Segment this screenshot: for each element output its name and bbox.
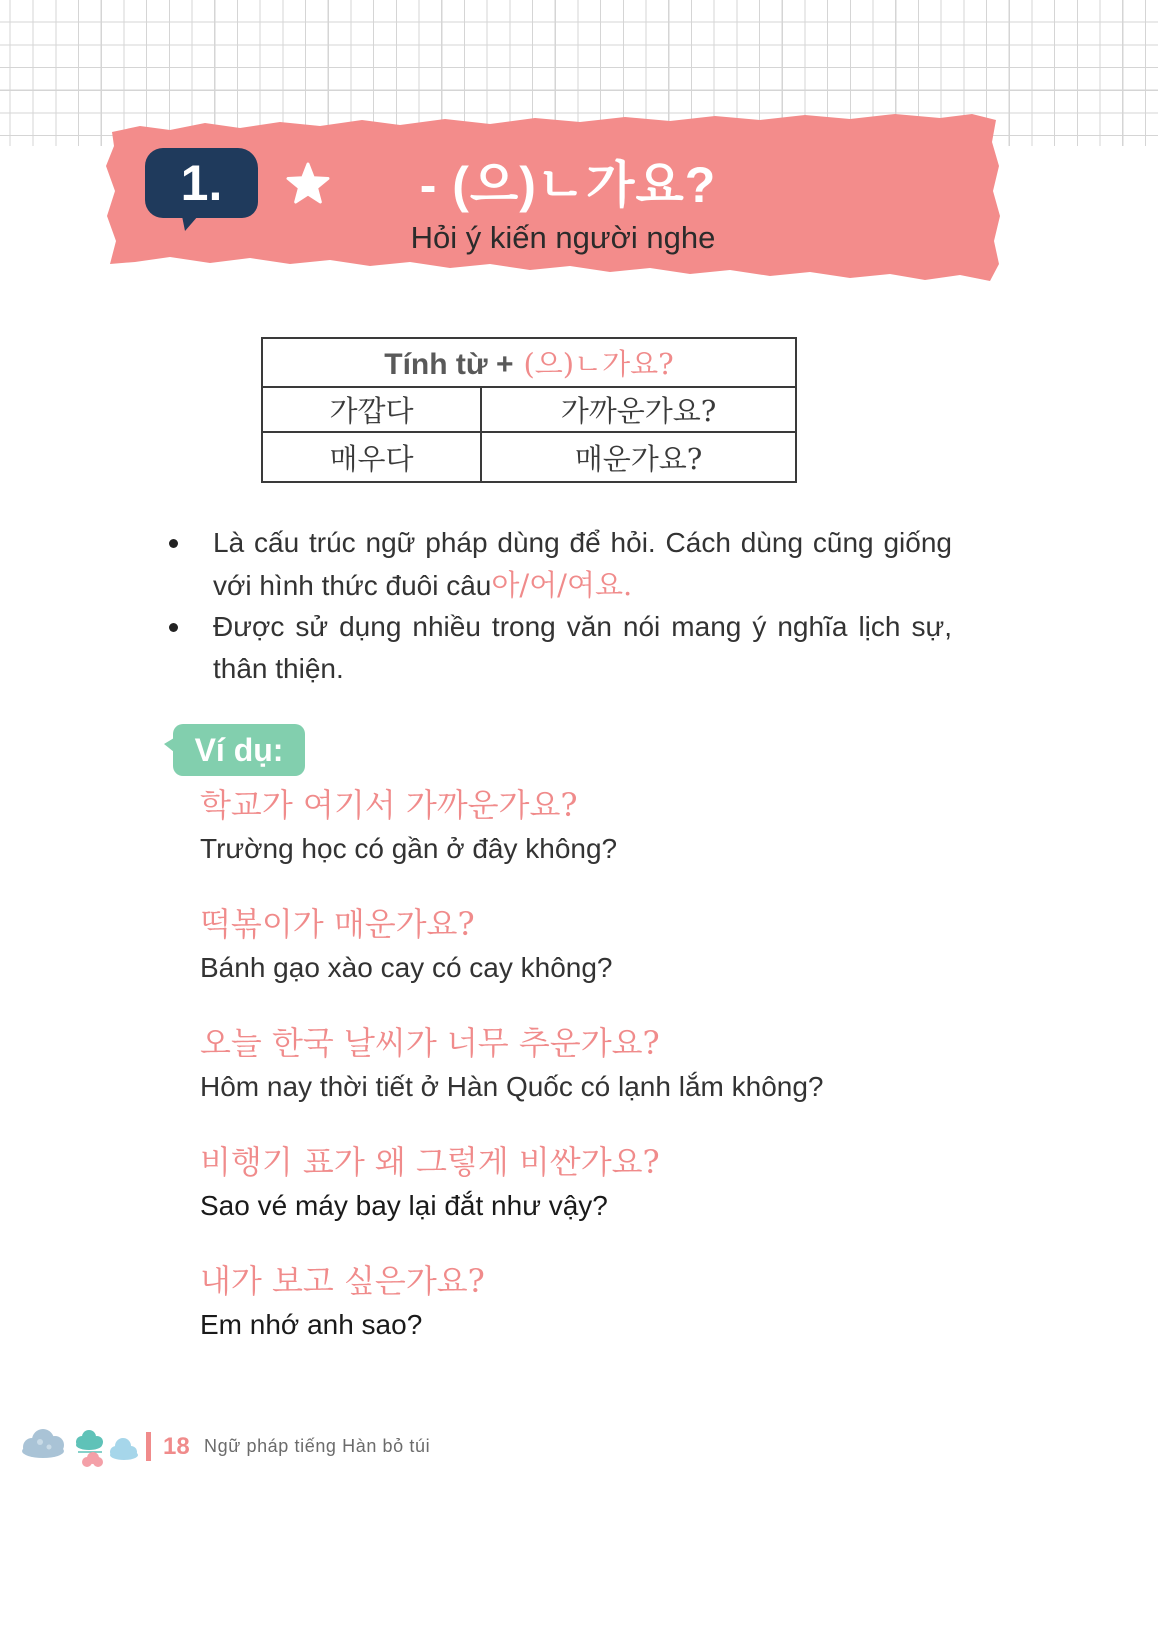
- examples-label-text: Ví dụ:: [194, 732, 284, 768]
- explanation-list: [160, 522, 952, 690]
- bullet-line: [213, 606, 952, 648]
- bullet-line: [213, 564, 952, 606]
- section-number: 1.: [180, 155, 223, 211]
- table-row: [262, 432, 796, 482]
- cloud-icon: [82, 1452, 103, 1467]
- bullet-line: [213, 522, 952, 564]
- bullet-text: Là cấu trúc ngữ pháp dùng để hỏi. Cách dùng cũng giống: [213, 527, 952, 558]
- grammar-subtitle: Hỏi ý kiến người nghe: [410, 220, 716, 255]
- grammar-title: - (으)ㄴ가요?: [419, 157, 717, 213]
- base-form-cell: 매우다: [262, 432, 481, 482]
- book-title: Ngữ pháp tiếng Hàn bỏ túi: [204, 1436, 431, 1456]
- examples-list: [200, 783, 1100, 1378]
- table-header-label: Tính từ +: [384, 348, 514, 381]
- example-item: [200, 1259, 1100, 1378]
- section-number-bubble: [145, 148, 258, 218]
- cloud-icon: [76, 1430, 103, 1452]
- bullet-icon: [169, 539, 178, 548]
- table-row: [262, 387, 796, 432]
- example-korean: 내가 보고 싶은가요?: [200, 1262, 485, 1300]
- example-korean: 오늘 한국 날씨가 너무 추운가요?: [200, 1024, 660, 1062]
- bullet-text: với hình thức đuôi câu: [213, 570, 492, 601]
- table-header-pattern: (으)ㄴ가요?: [523, 347, 674, 381]
- table-header-cell: [262, 338, 796, 387]
- example-item: [200, 783, 1100, 902]
- bubble-tail: [182, 216, 198, 231]
- cloud-icon: [22, 1429, 64, 1458]
- bullet-text: thân thiện.: [213, 653, 344, 684]
- footer-clouds: [18, 1425, 143, 1470]
- footer-divider: [146, 1432, 151, 1461]
- example-korean: 학교가 여기서 가까운가요?: [200, 786, 578, 824]
- example-translation: Bánh gạo xào cay có cay không?: [200, 952, 613, 983]
- examples-label: [173, 724, 305, 776]
- example-item: [200, 902, 1100, 1021]
- label-tail: [164, 738, 174, 752]
- list-item: [160, 606, 952, 690]
- cloud-icon: [110, 1438, 138, 1460]
- example-translation: Sao vé máy bay lại đắt như vậy?: [200, 1190, 608, 1221]
- conjugated-form-cell: 가까운가요?: [481, 387, 796, 432]
- page-number: 18: [163, 1433, 190, 1460]
- list-item: [160, 522, 952, 606]
- example-translation: Em nhớ anh sao?: [200, 1309, 423, 1340]
- bullet-text: Được sử dụng nhiều trong văn nói mang ý nghĩa lịch sự,: [213, 611, 952, 642]
- example-translation: Hôm nay thời tiết ở Hàn Quốc có lạnh lắm không?: [200, 1071, 824, 1102]
- base-form-cell: 가깝다: [262, 387, 481, 432]
- bullet-highlight: 아/어/여요.: [491, 568, 633, 602]
- example-translation: Trường học có gần ở đây không?: [200, 833, 618, 864]
- example-item: [200, 1140, 1100, 1259]
- table-header-row: [262, 338, 796, 387]
- bullet-line: [213, 648, 952, 690]
- bullet-icon: [169, 623, 178, 632]
- example-korean: 비행기 표가 왜 그렇게 비싼가요?: [200, 1143, 660, 1181]
- example-korean: 떡볶이가 매운가요?: [200, 905, 475, 943]
- example-item: [200, 1021, 1100, 1140]
- conjugated-form-cell: 매운가요?: [481, 432, 796, 482]
- conjugation-table: [261, 337, 797, 483]
